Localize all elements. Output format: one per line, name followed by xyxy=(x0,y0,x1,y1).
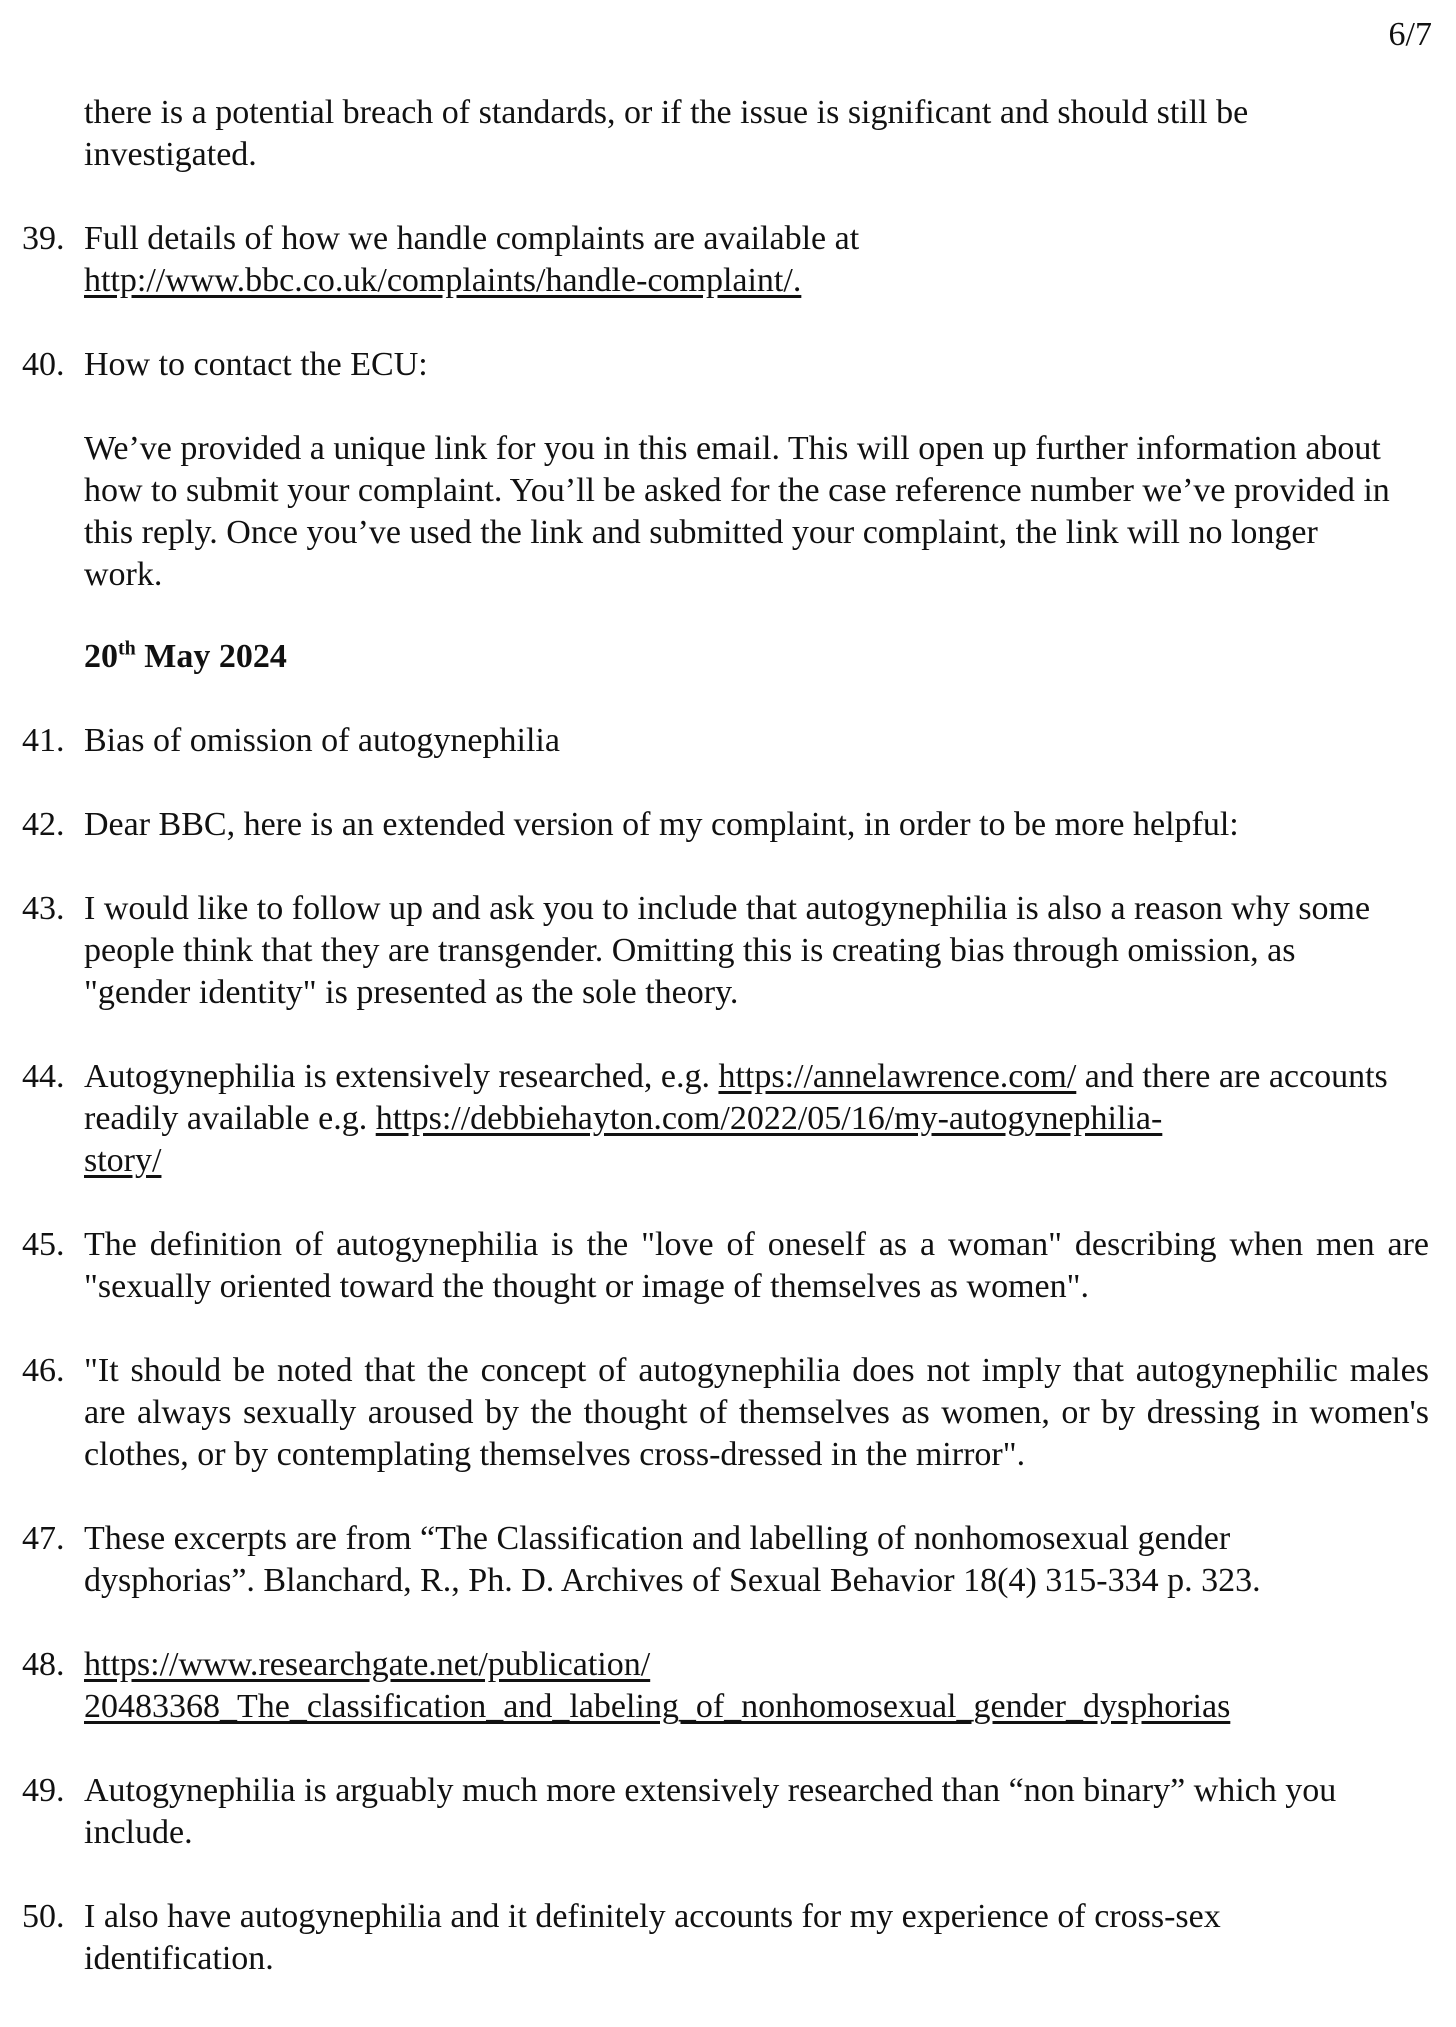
item-number: 40. xyxy=(22,346,65,383)
item-number: 39. xyxy=(22,220,65,257)
date-suffix: th xyxy=(118,637,136,660)
item-number: 49. xyxy=(22,1772,65,1809)
item-number: 47. xyxy=(22,1520,65,1557)
item-text-a: Autogynephilia is extensively researched, e.g. xyxy=(84,1058,710,1095)
item-text: I also have autogynephilia and it definitely accounts for my experience of cross-sex identification. xyxy=(84,1898,1221,1977)
item-number: 46. xyxy=(22,1352,65,1389)
item-text: Full details of how we handle complaints are available at xyxy=(84,220,860,257)
date-day: 20 xyxy=(84,638,118,675)
date-rest: May 2024 xyxy=(144,638,287,675)
researchgate-link-line2: 20483368_The_classification_and_labeling_of_nonhomosexual_gender_dysphorias xyxy=(84,1688,1231,1725)
page-number: 6/7 xyxy=(1388,16,1432,53)
item-text: "It should be noted that the concept of autogynephilia does not imply that autogynephilic males are always sexually aroused by the thought of themselves as women, or by dressing in women's clothes, or by contemplating themselves cross-dressed in the mirror". xyxy=(84,1352,1429,1473)
intro-continuation: there is a potential breach of standards, or if the issue is significant and should still be investigated. xyxy=(84,94,1249,173)
debbiehayton-link-line2: story/ xyxy=(84,1142,162,1179)
complaints-link[interactable]: http://www.bbc.co.uk/complaints/handle-complaint/. xyxy=(84,262,802,299)
item-text: Autogynephilia is arguably much more extensively researched than “non binary” which you include. xyxy=(84,1772,1337,1851)
item-number: 41. xyxy=(22,722,65,759)
item-number: 45. xyxy=(22,1226,65,1263)
item-number: 43. xyxy=(22,890,65,927)
annelawrence-link[interactable]: https://annelawrence.com/ xyxy=(718,1058,1077,1095)
item-text: The definition of autogynephilia is the "love of oneself as a woman" describing when men are "sexually oriented toward the thought or image of themselves as women". xyxy=(84,1226,1429,1305)
date-heading xyxy=(84,636,1424,678)
researchgate-link-line1: https://www.researchgate.net/publication/ xyxy=(84,1646,651,1683)
item-text: Dear BBC, here is an extended version of my complaint, in order to be more helpful: xyxy=(84,806,1239,843)
item-number: 50. xyxy=(22,1898,65,1935)
item-text-b: and there are accounts readily available e.g. xyxy=(84,1058,1388,1137)
item-text: These excerpts are from “The Classification and labelling of nonhomosexual gender dysphorias”. Blanchard, R., Ph. D. Archives of Sexual Behavior 18(4) 315-334 p. 323. xyxy=(84,1520,1261,1599)
item-text: Bias of omission of autogynephilia xyxy=(84,722,560,759)
item-number: 44. xyxy=(22,1058,65,1095)
item-text: How to contact the ECU: xyxy=(84,346,428,383)
researchgate-link[interactable] xyxy=(84,1646,1230,1725)
item-number: 48. xyxy=(22,1646,65,1683)
ecu-contact-paragraph: We’ve provided a unique link for you in this email. This will open up further information about how to submit your complaint. You’ll be asked for the case reference number we’ve provided in this reply. Once you’ve used the link and submitted your complaint, the link will no longer work. xyxy=(84,430,1390,593)
debbiehayton-link-line1: https://debbiehayton.com/2022/05/16/my-autogynephilia- xyxy=(375,1100,1163,1137)
item-number: 42. xyxy=(22,806,65,843)
item-text: I would like to follow up and ask you to include that autogynephilia is also a reason why some people think that they are transgender. Omitting this is creating bias through omission, as "gender identity" is presented as the sole theory. xyxy=(84,890,1371,1011)
